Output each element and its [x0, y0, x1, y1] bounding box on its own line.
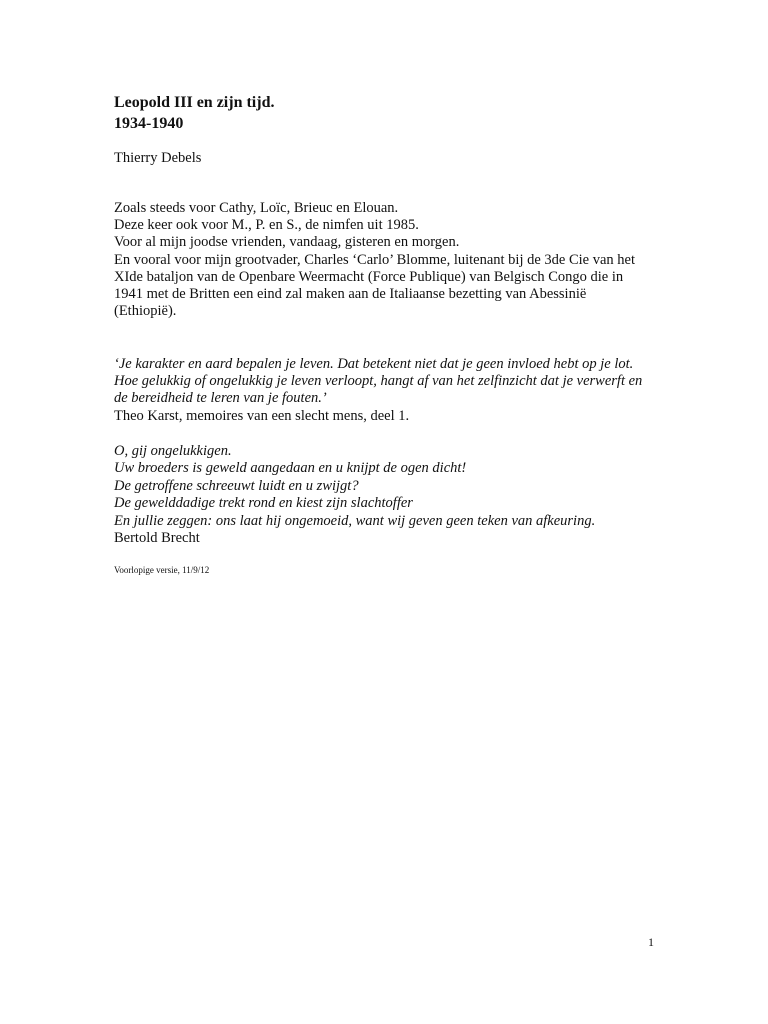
version-note: Voorlopige versie, 11/9/12 — [114, 565, 210, 575]
title-line-1: Leopold III en zijn tijd. — [114, 94, 275, 111]
epigraph-poem — [114, 443, 674, 547]
quote-line: Hoe gelukkig of ongelukkig je leven verloopt, hangt af van het zelfinzicht dat je verwerft en — [114, 373, 643, 390]
dedication-line: Deze keer ook voor M., P. en S., de nimfen uit 1985. — [114, 217, 419, 234]
dedication-line: En vooral voor mijn grootvader, Charles ‘Carlo’ Blomme, luitenant bij de 3de Cie van het — [114, 251, 636, 268]
dedication-line: XIde bataljon van de Openbare Weermacht (Force Publique) van Belgisch Congo die in — [114, 268, 624, 285]
dedication-line: 1941 met de Britten een eind zal maken aan de Italiaanse bezetting van Abessinië — [114, 286, 587, 303]
quote-line: de bereidheid te leren van je fouten.’ — [114, 390, 327, 407]
poem-line: En jullie zeggen: ons laat hij ongemoeid, want wij geven geen teken van afkeuring. — [114, 512, 596, 529]
dedication-line: Voor al mijn joodse vrienden, vandaag, gisteren en morgen. — [114, 234, 460, 251]
poem-line: O, gij ongelukkigen. — [114, 443, 232, 459]
quote-line: ‘Je karakter en aard bepalen je leven. Dat betekent niet dat je geen invloed hebt op je lot. — [114, 356, 634, 372]
dedication-line: Zoals steeds voor Cathy, Loïc, Brieuc en Elouan. — [114, 200, 399, 216]
dedication — [114, 200, 674, 320]
title-line-2: 1934-1940 — [114, 115, 184, 132]
poem-line: De gewelddadige trekt rond en kiest zijn slachtoffer — [114, 495, 413, 512]
document-title — [114, 92, 274, 134]
poem-line: Uw broeders is geweld aangedaan en u knijpt de ogen dicht! — [114, 460, 467, 477]
poem-line: De getroffene schreeuwt luidt en u zwijgt? — [114, 477, 359, 494]
author-name: Thierry Debels — [114, 150, 202, 166]
page-number: 1 — [648, 935, 654, 949]
epigraph-quote — [114, 356, 674, 425]
quote-attribution: Theo Karst, memoires van een slecht mens, deel 1. — [114, 407, 410, 424]
dedication-line: (Ethiopië). — [114, 303, 177, 320]
poem-attribution: Bertold Brecht — [114, 530, 200, 547]
